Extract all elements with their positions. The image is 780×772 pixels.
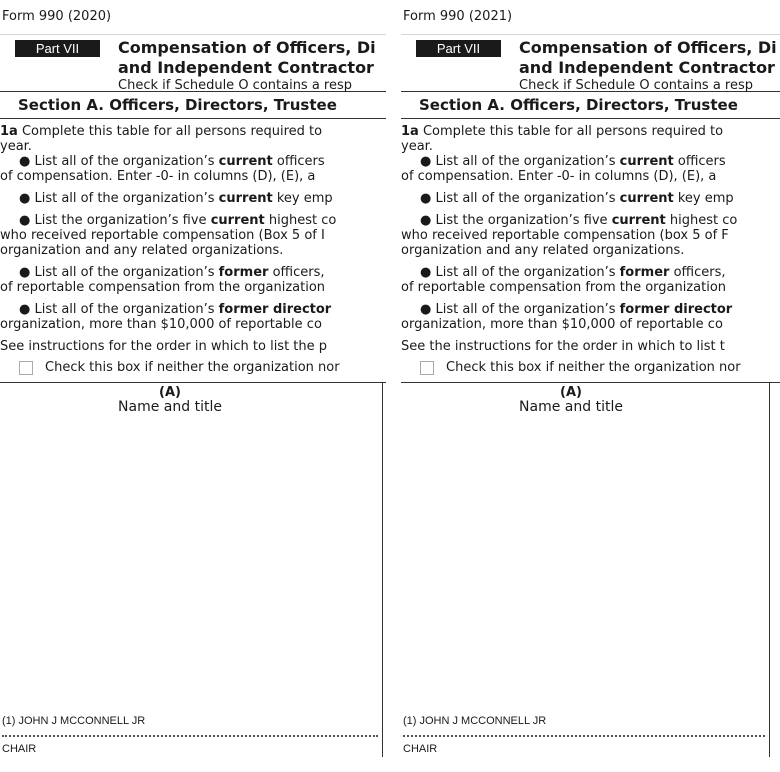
- pane-gutter: [386, 0, 401, 772]
- neither-checkbox-label: Check this box if neither the organization nor: [446, 360, 741, 375]
- column-a-letter: (A): [560, 385, 582, 400]
- bullet-former-officers-cont: of reportable compensation from the organization: [0, 280, 326, 295]
- section-a-title: Section A. Officers, Directors, Trustee: [0, 91, 386, 119]
- part-title-line1: Compensation of Officers, Di: [118, 38, 376, 57]
- line-1a: [401, 124, 780, 139]
- neither-checkbox-label: Check this box if neither the organization nor: [45, 360, 340, 375]
- bullet-former-officers-cont: of reportable compensation from the organization: [401, 280, 727, 295]
- part-header: [401, 35, 780, 91]
- bullet-bold: current: [611, 213, 666, 228]
- form-number: Form 990 (2021): [401, 0, 780, 35]
- bullet-text: ● List all of the organization’s: [19, 154, 219, 169]
- bullet-text: ● List all of the organization’s: [420, 191, 620, 206]
- row-1-title: CHAIR: [403, 743, 438, 755]
- bullet-highest-compensated: [0, 213, 386, 228]
- part-title-line2: and Independent Contractor: [519, 58, 775, 77]
- bullet-text: ● List all of the organization’s: [19, 302, 219, 317]
- line-1a-cont: year.: [0, 139, 32, 154]
- line-1a-cont: year.: [401, 139, 433, 154]
- bullet-former-directors: [0, 302, 386, 317]
- bullet-current-officers-cont: of compensation. Enter -0- in columns (D), (E), a: [401, 169, 717, 184]
- bullet-former-directors-cont: organization, more than $10,000 of reportable co: [401, 317, 723, 332]
- part-title: [118, 38, 376, 78]
- bullet-bold: current: [218, 154, 273, 169]
- part-badge: Part VII: [15, 40, 100, 57]
- row-1-dotted-separator: [403, 735, 765, 737]
- line-1a: [0, 124, 386, 139]
- row-1-name: (1) JOHN J MCCONNELL JR: [2, 715, 146, 727]
- bullet-highest-compensated-cont2: organization and any related organizations.: [401, 243, 685, 258]
- line-1a-label: 1a: [0, 124, 18, 139]
- bullet-text: officers: [673, 154, 726, 169]
- form-pane-2020: [0, 0, 386, 772]
- bullet-bold: former: [218, 265, 269, 280]
- part-title: [519, 38, 777, 78]
- bullet-highest-compensated-cont1: who received reportable compensation (box 5 of F: [401, 228, 729, 243]
- see-instructions: See instructions for the order in which to list the p: [0, 339, 328, 354]
- form-number: Form 990 (2020): [0, 0, 386, 35]
- bullet-text: ● List the organization’s five: [420, 213, 612, 228]
- column-a-letter: (A): [159, 385, 181, 400]
- compensation-table: [401, 382, 780, 757]
- bullet-text: officers: [272, 154, 325, 169]
- row-1-title: CHAIR: [2, 743, 37, 755]
- form-pane-2021: [401, 0, 780, 772]
- bullet-current-key-employees: [0, 191, 386, 206]
- column-a: [401, 383, 770, 757]
- part-title-line1: Compensation of Officers, Di: [519, 38, 777, 57]
- bullet-text: highest co: [665, 213, 738, 228]
- line-1a-label: 1a: [401, 124, 419, 139]
- neither-checkbox[interactable]: [19, 361, 33, 375]
- line-1a-text: Complete this table for all persons required to: [21, 124, 323, 139]
- schedule-o-note: Check if Schedule O contains a resp: [118, 78, 353, 93]
- row-1-dotted-separator: [2, 735, 378, 737]
- bullet-highest-compensated-cont2: organization and any related organizations.: [0, 243, 284, 258]
- bullet-text: ● List all of the organization’s: [420, 265, 620, 280]
- bullet-text: officers,: [669, 265, 726, 280]
- neither-checkbox-row: [401, 354, 780, 382]
- bullet-text: highest co: [264, 213, 337, 228]
- part-title-line2: and Independent Contractor: [118, 58, 374, 77]
- part-header: [0, 35, 386, 91]
- column-a-header: Name and title: [519, 399, 623, 415]
- bullet-former-directors-cont: organization, more than $10,000 of reportable co: [0, 317, 322, 332]
- bullet-bold: former director: [619, 302, 733, 317]
- see-instructions: See the instructions for the order in which to list t: [401, 339, 725, 354]
- bullet-text: ● List the organization’s five: [19, 213, 211, 228]
- neither-checkbox-row: [0, 354, 386, 382]
- bullet-highest-compensated: [401, 213, 780, 228]
- compensation-table: [0, 382, 386, 757]
- bullet-text: key emp: [673, 191, 734, 206]
- bullet-bold: former: [619, 265, 670, 280]
- column-a-header: Name and title: [118, 399, 222, 415]
- bullet-bold: current: [218, 191, 273, 206]
- section-a-title: Section A. Officers, Directors, Trustee: [401, 91, 780, 119]
- bullet-text: ● List all of the organization’s: [19, 191, 219, 206]
- bullet-text: officers,: [268, 265, 325, 280]
- bullet-highest-compensated-cont1: who received reportable compensation (Box 5 of I: [0, 228, 325, 243]
- schedule-o-note: Check if Schedule O contains a resp: [519, 78, 754, 93]
- column-a: [0, 383, 383, 757]
- part-badge: Part VII: [416, 40, 501, 57]
- bullet-text: ● List all of the organization’s: [420, 154, 620, 169]
- bullet-former-officers: [401, 265, 780, 280]
- bullet-former-directors: [401, 302, 780, 317]
- bullet-text: ● List all of the organization’s: [19, 265, 219, 280]
- bullet-current-officers: [0, 154, 386, 169]
- bullet-current-key-employees: [401, 191, 780, 206]
- bullet-bold: current: [619, 154, 674, 169]
- line-1a-text: Complete this table for all persons required to: [422, 124, 724, 139]
- bullet-text: key emp: [272, 191, 333, 206]
- bullet-current-officers: [401, 154, 780, 169]
- bullet-bold: current: [619, 191, 674, 206]
- bullet-current-officers-cont: of compensation. Enter -0- in columns (D), (E), a: [0, 169, 316, 184]
- bullet-bold: former director: [218, 302, 332, 317]
- bullet-former-officers: [0, 265, 386, 280]
- bullet-text: ● List all of the organization’s: [420, 302, 620, 317]
- bullet-bold: current: [210, 213, 265, 228]
- neither-checkbox[interactable]: [420, 361, 434, 375]
- row-1-name: (1) JOHN J MCCONNELL JR: [403, 715, 547, 727]
